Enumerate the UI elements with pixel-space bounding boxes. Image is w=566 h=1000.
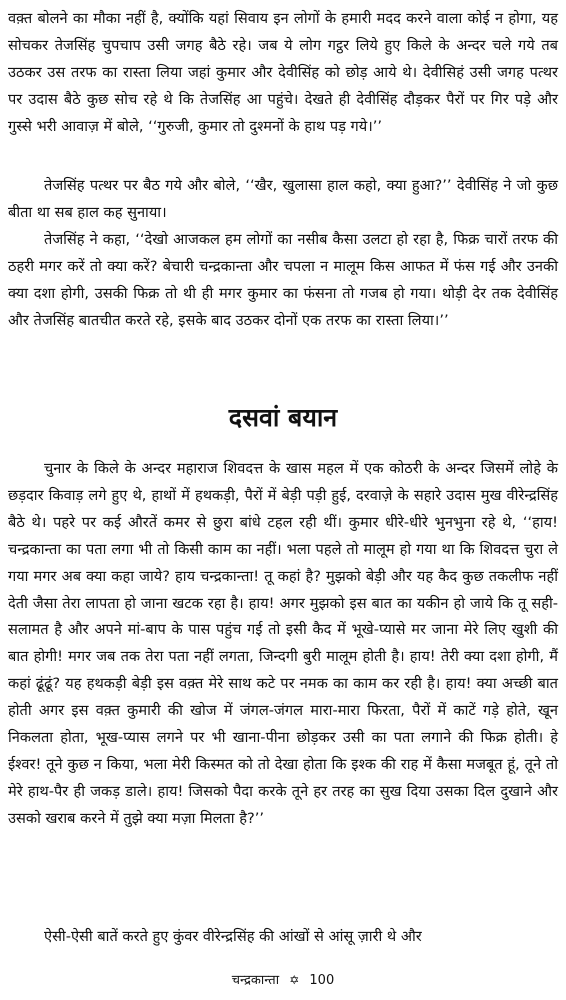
footer-book-title: चन्द्रकान्ता [231,973,280,988]
paragraph: तेजसिंह पत्थर पर बैठ गये और बोले, ‘‘खैर, खुलासा हाल कहो, क्या हुआ?’’ देवीसिंह ने जो कुछ बीता था सब हाल कह सुनाया। [8,177,558,221]
paragraph: चुनार के किले के अन्दर महाराज शिवदत्त के खास महल में एक कोठरी के अन्दर जिसमें लोहे के छड़दार किवाड़ लगे हुए थे, हाथों में हथकड़ी, पैरों में बेड़ी पड़ी हुई, दरवाज़े के सहारे उदास मुख वीरेन्द्रसिंह बैठे थे। पहरे पर कई औरतें कमर से छुरा बांधे टहल रही थीं। कुमार धीरे-धीरे भुनभुना रहे थे, ‘‘हाय! चन्द्रकान्ता का पता लगा भी तो किसी काम का नहीं। भला पहले तो मालूम हो गया था कि शिवदत्त चुरा ले गया मगर अब क्या कहा जाये? हाय चन्द्रकान्ता! तू कहां है? मुझको बेड़ी और यह कैद कुछ तकलीफ नहीं देती जैसा तेरा लापता हो जाना खटक रहा है। हाय! अगर मुझको इस बात का यकीन हो जाये कि तू सही-सलामत है और अपने मां-बाप के पास पहुंच गई तो इसी कैद में भूखे-प्यासे मर जाना मेरे लिए खुशी की बात होगी! मगर जब तक तेरा पता नहीं लगता, जिन्दगी बुरी मालूम होती है। हाय! तेरी क्या दशा होगी, मैं कहां ढूंढूं? यह हथकड़ी बेड़ी इस वक़्त मेरे साथ कटे पर नमक का काम कर रही है। हाय! क्या अच्छी बात होती अगर इस वक़्त कुमारी की खोज में जंगल-जंगल मारा-मारा फिरता, पैरों में काटें गड़े होते, खून निकलता होता, भूख-प्यास लगने पर भी खाना-पीना छोड़कर उसी का पता लगाने की फिक्र होती। हे ईश्वर! तूने कुछ न किया, भला मेरी किस्मत को तो देखा होता कि इश्क की राह में कैसा मजबूत हूं, तूने तो मेरे हाथ-पैर ही जकड़ डाले। हाय! जिसको पैदा करके तूने हर तरह का सुख दिया उसका दिल दुखाने और उसको खराब करने में तुझे क्या मज़ा मिलता है?’’ [8,460,558,827]
paragraph: तेजसिंह ने कहा, ‘‘देखो आजकल हम लोगों का नसीब कैसा उलटा हो रहा है, फिक्र चारों तरफ की ठहरी मगर करें तो क्या करें? बेचारी चन्द्रकान्ता और चपला न मालूम किस आफत में फंस गई और उनकी क्या दशा होगी, उसकी फिक्र तो थी ही मगर कुमार का फंसना तो गजब हो गया। थोड़ी देर तक देवीसिंह और तेजसिंह बातचीत करते रहे, इसके बाद उठकर दोनों एक तरफ का रास्ता लिया।’’ [8,231,558,329]
star-of-david-icon: ✡ [289,973,300,987]
chapter-heading: दसवां बयान [228,403,338,432]
paragraph: ऐसी-ऐसी बातें करते हुए कुंवर वीरेन्द्रसिंह की आंखों से आंसू ज़ारी थे और [44,928,422,945]
page-footer [0,968,566,993]
page-number: 100 [309,973,335,988]
paragraph-continued: वक़्त बोलने का मौका नहीं है, क्योंकि यहां सिवाय इन लोगों के हमारी मदद करने वाला कोई न होगा, यह सोचकर तेजसिंह चुपचाप उसी जगह बैठे रहे। जब ये लोग गट्ठर लिये हुए किले के अन्दर चले गये तब उठकर उस तरफ का रास्ता लिया जहां कुमार और देवीसिंह को छोड़ आये थे। देवीसिहं उसी जगह पत्थर पर उदास बैठे कुछ सोच रहे थे कि तेजसिंह आ पहुंचे। देखते ही देवीसिंह दौड़कर पैरों पर गिर पड़े और गुस्से भरी आवाज़ में बोले, ‘‘गुरुजी, कुमार तो दुश्मनों के हाथ पड़ गये।’’ [8,10,558,135]
